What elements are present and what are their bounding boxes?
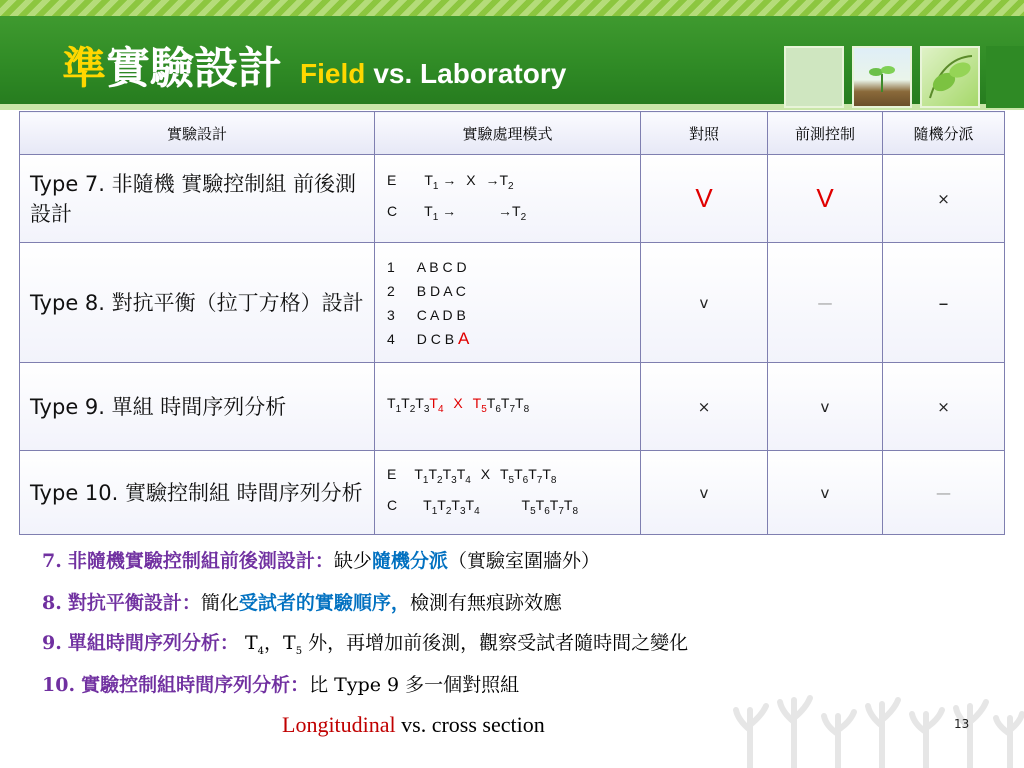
design-cell: Type 10. 實驗控制組 時間序列分析 <box>20 451 375 535</box>
note-8: 8. 對抗平衡設計：簡化受試者的實驗順序，檢測有無痕跡效應 <box>42 592 562 614</box>
treatment-cell <box>375 451 641 535</box>
mode-line-e: E $T_1 \to X \to T_2$ <box>387 171 514 192</box>
control-cell: V <box>641 155 768 243</box>
treatment-cell <box>375 155 641 243</box>
latin-row-3: 3 C A D B <box>387 306 466 323</box>
design-cell: Type 8. 對抗平衡（拉丁方格）設計 <box>20 243 375 363</box>
latin-row-2: 2 B D A C <box>387 282 466 299</box>
mode-line-e: E $T_1T_2T_3T_4$ X $T_5T_6T_7T_8$ <box>387 465 557 486</box>
thumbnail-leaves <box>920 46 980 108</box>
treatment-cell <box>375 243 641 363</box>
note-9: 9. 單組時間序列分析： $T_4$，$T_5$ 外，再增加前後測，觀察受試者隨時間之變化 <box>42 632 689 657</box>
thumbnail-seedling-soil <box>852 46 912 108</box>
table-header-row <box>20 112 1005 155</box>
mode-line-c: C $T_1T_2T_3T_4$ $T_5T_6T_7T_8$ <box>387 496 579 517</box>
pretest-cell: v <box>768 363 883 451</box>
random-cell: × <box>883 155 1005 243</box>
leaf-icon <box>922 48 978 106</box>
table-row <box>20 155 1005 243</box>
note-7: 7. 非隨機實驗控制組前後測設計：缺少隨機分派（實驗室圍牆外） <box>42 550 600 572</box>
slide-title <box>62 32 566 102</box>
seedling-icon <box>854 48 910 106</box>
table-row <box>20 243 1005 363</box>
note-10: 10. 實驗控制組時間序列分析：比 Type 9 多一個對照組 <box>42 674 520 696</box>
control-cell: v <box>641 451 768 535</box>
footer-longitudinal: Longitudinal <box>282 712 396 737</box>
header-design: 實驗設計 <box>20 112 375 155</box>
treatment-cell: $T_1T_2T_3T_4$ X $T_5T_6T_7T_8$ <box>375 363 641 451</box>
design-cell: Type 9. 單組 時間序列分析 <box>20 363 375 451</box>
table-row <box>20 451 1005 535</box>
control-cell: × <box>641 363 768 451</box>
design-cell: Type 7. 非隨機 實驗控制組 前後測設計 <box>20 155 375 243</box>
mode-line-c: C $T_1 \to \to T_2$ <box>387 202 527 223</box>
title-field: Field <box>300 58 366 89</box>
thumbnail-blank <box>784 46 844 108</box>
thumbnail-edge <box>986 46 1024 108</box>
page-number: 13 <box>954 717 970 731</box>
latin-row-4: 4 D C B A <box>387 328 470 348</box>
table-row <box>20 363 1005 451</box>
footer-rest: vs. cross section <box>395 712 545 737</box>
header-control: 對照 <box>641 112 768 155</box>
title-rest: vs. Laboratory <box>373 58 567 89</box>
latin-row-1: 1 A B C D <box>387 258 467 275</box>
random-cell: – <box>883 243 1005 363</box>
title-prefix: 準 <box>62 43 106 94</box>
top-stripe <box>0 0 1024 16</box>
header-treatment-mode: 實驗處理模式 <box>375 112 641 155</box>
footer-caption <box>282 712 545 738</box>
pretest-cell: — <box>768 243 883 363</box>
sprout-decoration-icon <box>730 670 1024 768</box>
random-cell: × <box>883 363 1005 451</box>
pretest-cell: V <box>768 155 883 243</box>
header-random-assignment: 隨機分派 <box>883 112 1005 155</box>
pretest-cell: v <box>768 451 883 535</box>
header-pretest-control: 前測控制 <box>768 112 883 155</box>
design-table <box>19 111 1005 535</box>
title-main: 實驗設計 <box>106 43 282 94</box>
control-cell: v <box>641 243 768 363</box>
random-cell: — <box>883 451 1005 535</box>
